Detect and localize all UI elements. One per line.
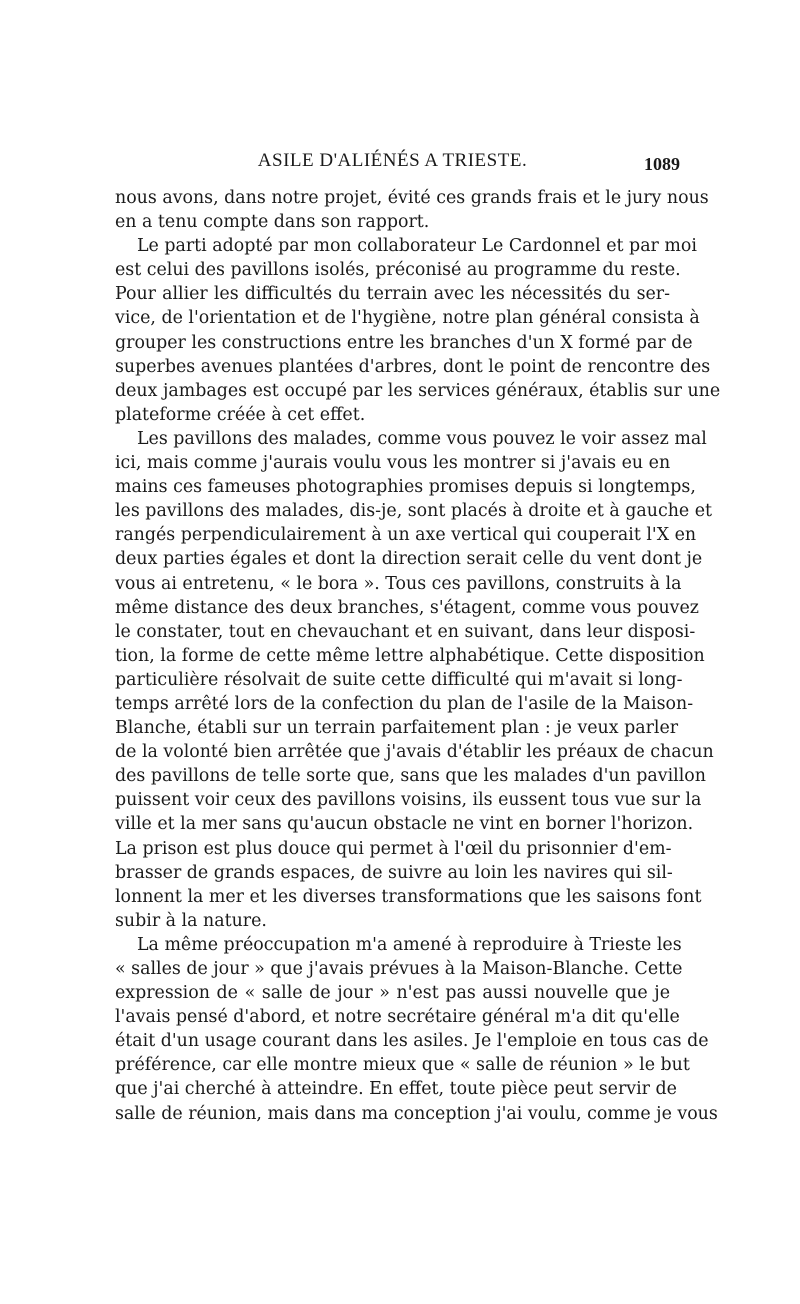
text-line: en a tenu compte dans son rapport. [115,212,430,233]
text-line: deux jambages est occupé par les services généraux, établis sur une [115,380,721,401]
text-line: lonnent la mer et les diverses transformations que les saisons font [115,886,702,907]
text-line: salle de réunion, mais dans ma conception j'ai voulu, comme je vous [115,1103,718,1124]
text-line: tion, la forme de cette même lettre alphabétique. Cette disposition [115,645,705,666]
text-line: Les pavillons des malades, comme vous pouvez le voir assez mal [137,428,707,449]
text-line: des pavillons de telle sorte que, sans que les malades d'un pavillon [115,766,706,787]
text-line: de la volonté bien arrêtée que j'avais d'établir les préaux de chacun [115,742,714,763]
text-line: est celui des pavillons isolés, préconisé au programme du reste. [115,260,681,281]
text-line: particulière résolvait de suite cette difficulté qui m'avait si long- [115,669,683,690]
body-text [115,186,721,1126]
text-line: superbes avenues plantées d'arbres, dont le point de rencontre des [115,356,711,377]
text-line: « salles de jour » que j'avais prévues à la Maison-Blanche. Cette [115,959,683,979]
text-line: que j'ai cherché à atteindre. En effet, toute pièce peut servir de [115,1079,677,1100]
text-line: puissent voir ceux des pavillons voisins, ils eussent tous vue sur la [115,790,702,811]
page-number: 1089 [644,154,680,174]
text-line: même distance des deux branches, s'étagent, comme vous pouvez [115,597,699,618]
text-line: les pavillons des malades, dis-je, sont placés à droite et à gauche et [115,501,713,522]
text-line: La même préoccupation m'a amené à reproduire à Trieste les [137,934,682,955]
text-line: le constater, tout en chevauchant et en suivant, dans leur disposi- [115,621,696,642]
text-line: l'avais pensé d'abord, et notre secrétaire général m'a dit qu'elle [115,1007,680,1028]
text-line: grouper les constructions entre les branches d'un X formé par de [115,332,693,353]
text-line: vice, de l'orientation et de l'hygiène, notre plan général consista à [115,308,700,329]
text-line: ville et la mer sans qu'aucun obstacle ne vint en borner l'horizon. [115,814,694,835]
text-line: Blanche, établi sur un terrain parfaitement plan : je veux parler [115,718,679,739]
text-line: vous ai entretenu, « le bora ». Tous ces pavillons, construits à la [115,573,682,594]
text-line: mains ces fameuses photographies promises depuis si longtemps, [115,477,696,498]
text-line: subir à la nature. [115,910,267,931]
text-line: temps arrêté lors de la confection du plan de l'asile de la Maison- [115,693,694,714]
running-title: ASILE D'ALIÉNÉS A TRIESTE. [257,150,528,171]
text-line: ici, mais comme j'aurais voulu vous les montrer si j'avais eu en [115,453,671,474]
text-line: rangés perpendiculairement à un axe vertical qui couperait l'X en [115,525,697,546]
text-line: brasser de grands espaces, de suivre au loin les navires qui sil- [115,862,673,883]
text-line: expression de « salle de jour » n'est pas aussi nouvelle que je [115,983,670,1004]
text-line: Pour allier les difficultés du terrain avec les nécessités du ser- [115,284,670,305]
text-line: plateforme créée à cet effet. [115,404,366,425]
text-line: était d'un usage courant dans les asiles. Je l'emploie en tous cas de [115,1031,709,1052]
text-line: nous avons, dans notre projet, évité ces grands frais et le jury nous [115,188,709,208]
running-head [115,150,680,174]
text-line: Le parti adopté par mon collaborateur Le Cardonnel et par moi [137,236,697,257]
text-line: deux parties égales et dont la direction serait celle du vent dont je [115,549,703,570]
text-line: préférence, car elle montre mieux que « salle de réunion » le but [115,1055,690,1076]
text-line: La prison est plus douce qui permet à l'œil du prisonnier d'em- [115,838,672,859]
